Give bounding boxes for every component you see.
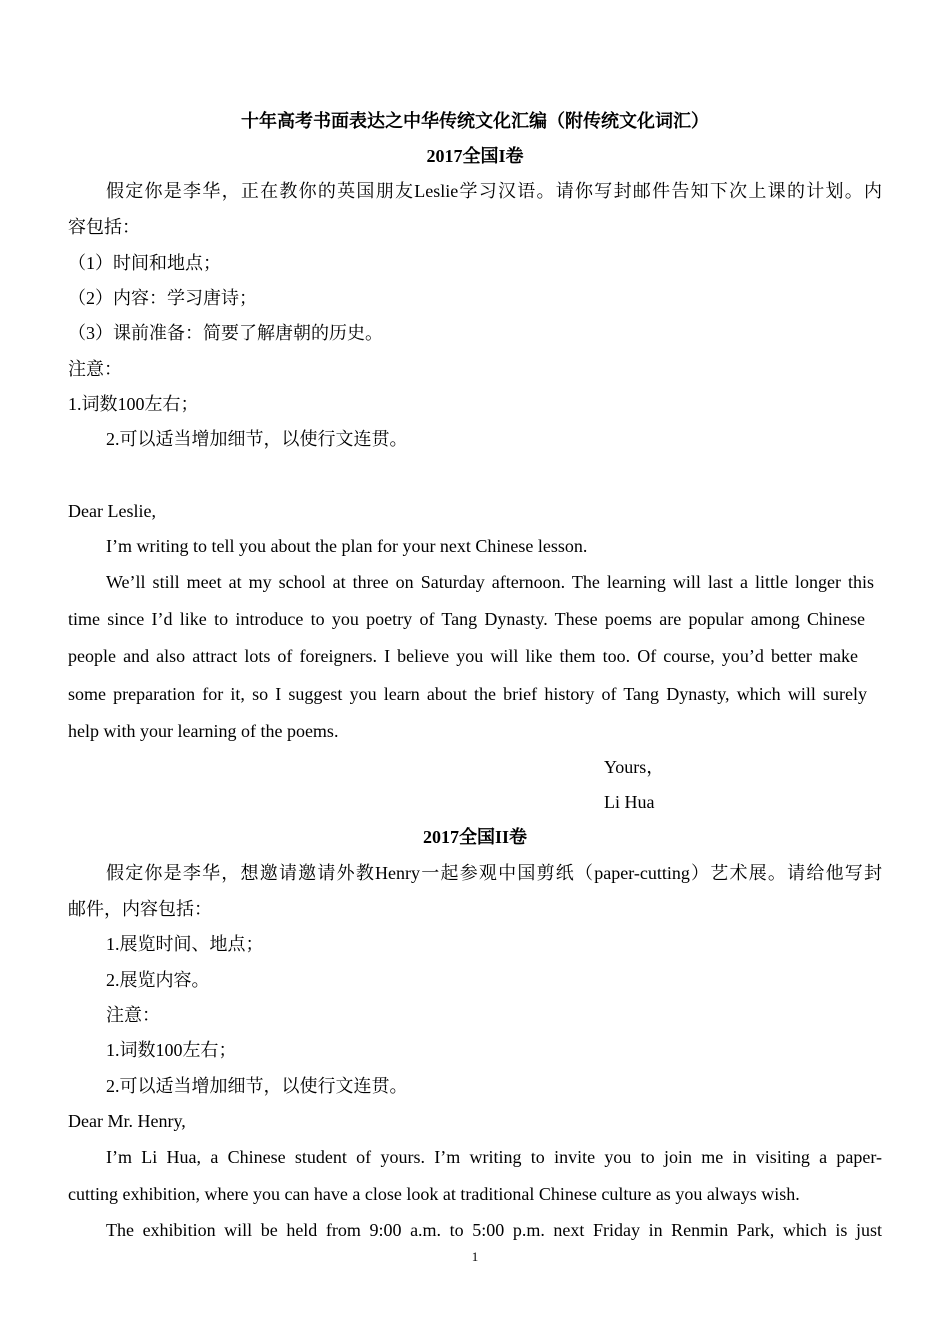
- section1-signature: Li Hua: [604, 792, 655, 812]
- section2-para1-line1: I’m Li Hua, a Chinese student of yours. I’m writing to invite you to join me in visiting a paper-: [106, 1147, 882, 1167]
- section1-para2-line1: We’ll still meet at my school at three on Saturday afternoon. The learning will last a little longer this: [106, 572, 874, 592]
- section1-heading: 2017全国I卷: [426, 146, 524, 166]
- section1-note2: 2.可以适当增加细节，以使行文连贯。: [106, 429, 408, 449]
- section2-para1-line2: cutting exhibition, where you can have a close look at traditional Chinese culture as you always wish.: [68, 1184, 800, 1204]
- section1-item1: （1）时间和地点；: [68, 253, 221, 273]
- section1-note-label: 注意：: [68, 359, 122, 379]
- section2-note2: 2.可以适当增加细节，以使行文连贯。: [106, 1076, 408, 1096]
- section2-item1: 1.展览时间、地点；: [106, 934, 264, 954]
- section2-prompt-line1: 假定你是李华，想邀请邀请外教Henry一起参观中国剪纸（paper-cutting）艺术展。请给他写封: [106, 863, 882, 883]
- section1-salutation: Dear Leslie,: [68, 501, 156, 521]
- section1-para2-line3: people and also attract lots of foreigners. I believe you will like them too. Of course, you’d better make: [68, 646, 858, 666]
- section2-note1: 1.词数100左右；: [106, 1040, 237, 1060]
- section1-para2-line4: some preparation for it, so I suggest you learn about the brief history of Tang Dynasty, which will surely: [68, 684, 867, 704]
- document-title: 十年高考书面表达之中华传统文化汇编（附传统文化词汇）: [241, 111, 709, 131]
- section1-note1: 1.词数100左右；: [68, 394, 199, 414]
- section1-prompt-line1: 假定你是李华，正在教你的英国朋友Leslie学习汉语。请你写封邮件告知下次上课的计划。内: [106, 181, 882, 201]
- section1-prompt-line2: 容包括：: [68, 217, 140, 237]
- section1-para2-line5: help with your learning of the poems.: [68, 721, 339, 741]
- section1-item2: （2）内容：学习唐诗；: [68, 288, 257, 308]
- page-number: 1: [471, 1249, 479, 1264]
- section1-para2-line2: time since I’d like to introduce to you poetry of Tang Dynasty. These poems are popular among Chinese: [68, 609, 865, 629]
- section1-item3: （3）课前准备：简要了解唐朝的历史。: [68, 323, 383, 343]
- section2-para2-line1: The exhibition will be held from 9:00 a.m. to 5:00 p.m. next Friday in Renmin Park, which is just: [106, 1220, 882, 1240]
- section1-closing: Yours，: [604, 757, 665, 777]
- section2-item2: 2.展览内容。: [106, 970, 210, 990]
- section2-prompt-line2: 邮件，内容包括：: [68, 899, 212, 919]
- section1-para1: I’m writing to tell you about the plan for your next Chinese lesson.: [106, 536, 588, 556]
- section2-note-label: 注意：: [106, 1005, 160, 1025]
- section2-heading: 2017全国II卷: [422, 827, 527, 847]
- section2-salutation: Dear Mr. Henry,: [68, 1111, 186, 1131]
